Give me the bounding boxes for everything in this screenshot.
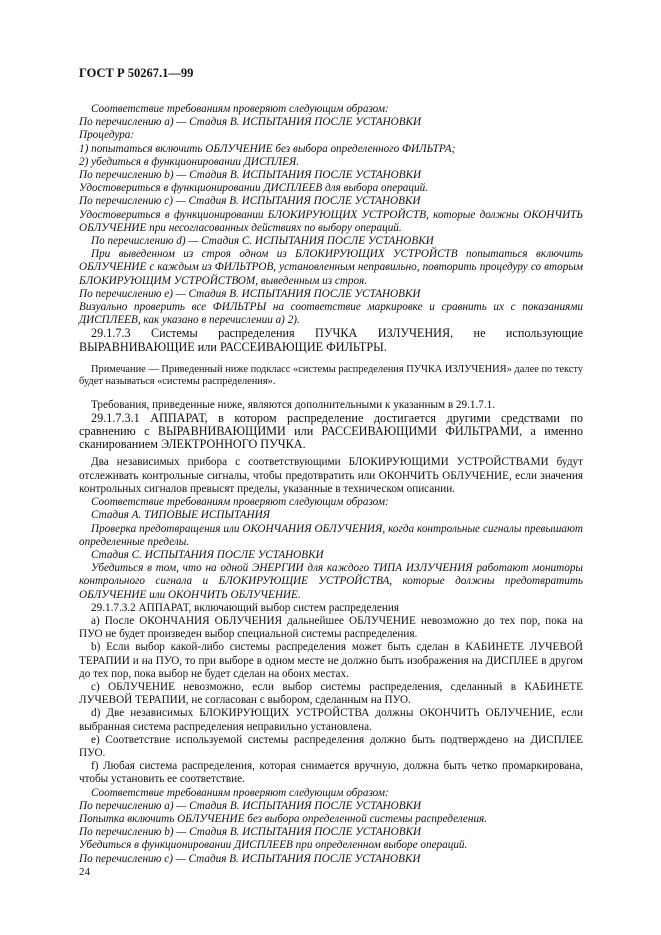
paragraph: Стадия А. ТИПОВЫЕ ИСПЫТАНИЯ [91, 509, 271, 522]
paragraph: Визуально проверить все ФИЛЬТРЫ на соответствие маркировке и сравнить их с показаниями ДИСПЛЕЕВ, как указано в перечислении а) 2). [79, 301, 583, 327]
paragraph: Соответствие требованиям проверяют следующим образом: [91, 103, 389, 115]
paragraph: При выведенном из строя одном из БЛОКИРУЮЩИХ УСТРОЙСТВ попытаться включить ОБЛУЧЕНИЕ с каждым из ФИЛЬТРОВ, установленным неправильно, повторить процедуру со вторым БЛОКИРУЮЩИМ УСТРОЙСТВОМ, выведенным из строя. [79, 248, 583, 287]
paragraph: 29.1.7.3 Системы распределения ПУЧКА ИЗЛУЧЕНИЯ, не использующие ВЫРАВНИВАЮЩИЕ или РАССЕИВАЮЩИЕ ФИЛЬТРЫ. [79, 326, 583, 354]
note-paragraph: Примечание — Приведенный ниже подкласс «системы распределения ПУЧКА ИЗЛУЧЕНИЯ» далее по тексту будет называться «системы распределения». [79, 363, 583, 388]
paragraph: е) Соответствие используемой системы распределения должно быть подтверждено на ДИСПЛЕЕ ПУО. [79, 733, 583, 759]
paragraph: Удостовериться в функционировании БЛОКИРУЮЩИХ УСТРОЙСТВ, которые должны ОКОНЧИТЬ ОБЛУЧЕНИЕ при несогласованных действиях по выбору операций. [79, 208, 583, 234]
paragraph: Убедиться в функционировании ДИСПЛЕЕВ при определенном выборе операций. [79, 839, 468, 852]
paragraph: а) После ОКОНЧАНИЯ ОБЛУЧЕНИЯ дальнейшее ОБЛУЧЕНИЕ невозможно до тех пор, пока на ПУО не будет произведен выбор специальной системы распределения. [79, 614, 583, 641]
page-number: 24 [79, 866, 90, 878]
paragraph: По перечислению с) — Стадия В. ИСПЫТАНИЯ ПОСЛЕ УСТАНОВКИ [79, 195, 421, 208]
paragraph: Два независимых прибора с соответствующими БЛОКИРУЮЩИМИ УСТРОЙСТВАМИ будут отслеживать контрольные сигналы, чтобы предотвратить или ОКОНЧИТЬ ОБЛУЧЕНИЕ, если значения контрольных сигналов превысят пределы, указанные в техническом описании. [79, 456, 583, 495]
paragraph: f) Любая система распределения, которая снимается вручную, должна быть четко промаркирована, чтобы установить ее соответствие. [79, 760, 583, 786]
paragraph: По перечислению а) — Стадия В. ИСПЫТАНИЯ ПОСЛЕ УСТАНОВКИ [79, 116, 422, 129]
paragraph: Проверка предотвращения или ОКОНЧАНИЯ ОБЛУЧЕНИЯ, когда контрольные сигналы превышают определенные пределы. [79, 522, 583, 548]
paragraph: Попытка включить ОБЛУЧЕНИЕ без выбора определенной системы распределения. [79, 812, 488, 825]
document-header: ГОСТ Р 50267.1—99 [79, 66, 194, 80]
paragraph: Удостовериться в функционировании ДИСПЛЕЕВ для выбора операций. [79, 182, 428, 195]
paragraph: 29.1.7.3.1 АППАРАТ, в котором распределение достигается другими средствами по сравнению с ВЫРАВНИВАЮЩИМИ или РАССЕИВАЮЩИМИ ФИЛЬТРАМИ, а именно сканированием ЭЛЕКТРОННОГО ПУЧКА. [79, 410, 583, 452]
paragraph: По перечислению d) — Стадия С. ИСПЫТАНИЯ ПОСЛЕ УСТАНОВКИ [91, 235, 434, 248]
paragraph: с) ОБЛУЧЕНИЕ невозможно, если выбор системы распределения, сделанный в КАБИНЕТЕ ЛУЧЕВОЙ ТЕРАПИИ, не согласован с выбором, сделанным на ПУО. [79, 680, 583, 707]
paragraph: По перечислению b) — Стадия В. ИСПЫТАНИЯ ПОСЛЕ УСТАНОВКИ [79, 169, 422, 182]
paragraph: Процедура: [79, 129, 135, 142]
paragraph: Соответствие требованиям проверяют следующим образом: [91, 786, 389, 799]
paragraph: d) Две независимых БЛОКИРУЮЩИХ УСТРОЙСТВА должны ОКОНЧИТЬ ОБЛУЧЕНИЕ, если выбранная система распределения неправильно установлена. [79, 707, 583, 733]
paragraph: По перечислению е) — Стадия В. ИСПЫТАНИЯ ПОСЛЕ УСТАНОВКИ [79, 287, 421, 300]
paragraph: Убедиться в том, что на одной ЭНЕРГИИ для каждого ТИПА ИЗЛУЧЕНИЯ работают мониторы контрольного сигнала и БЛОКИРУЮЩИЕ УСТРОЙСТВА, которые должны предотвратить ОБЛУЧЕНИЕ или ОКОНЧИТЬ ОБЛУЧЕНИЕ. [79, 562, 583, 601]
paragraph: 29.1.7.3.2 АППАРАТ, включающий выбор систем распределения [91, 601, 399, 614]
paragraph: По перечислению а) — Стадия В. ИСПЫТАНИЯ ПОСЛЕ УСТАНОВКИ [79, 799, 422, 812]
paragraph: Стадия С. ИСПЫТАНИЯ ПОСЛЕ УСТАНОВКИ [91, 548, 324, 561]
paragraph: По перечислению b) — Стадия В. ИСПЫТАНИЯ ПОСЛЕ УСТАНОВКИ [79, 826, 422, 839]
paragraph: 2) убедиться в функционировании ДИСПЛЕЯ. [79, 155, 300, 168]
paragraph: Соответствие требованиям проверяют следующим образом: [91, 496, 389, 509]
paragraph: 1) попытаться включить ОБЛУЧЕНИЕ без выбора определенного ФИЛЬТРА; [79, 142, 456, 155]
paragraph: Требования, приведенные ниже, являются дополнительными к указанным в 29.1.7.1. [91, 398, 496, 411]
paragraph: b) Если выбор какой-либо системы распределения может быть сделан в КАБИНЕТЕ ЛУЧЕВОЙ ТЕРАПИИ и на ПУО, то при выборе в одном месте не должно быть изображения на ДИСПЛЕЕ в другом до тех пор, пока выбор не будет сделан на обоих местах. [79, 641, 583, 680]
paragraph: По перечислению с) — Стадия В. ИСПЫТАНИЯ ПОСЛЕ УСТАНОВКИ [79, 852, 421, 865]
page-body [79, 103, 583, 866]
